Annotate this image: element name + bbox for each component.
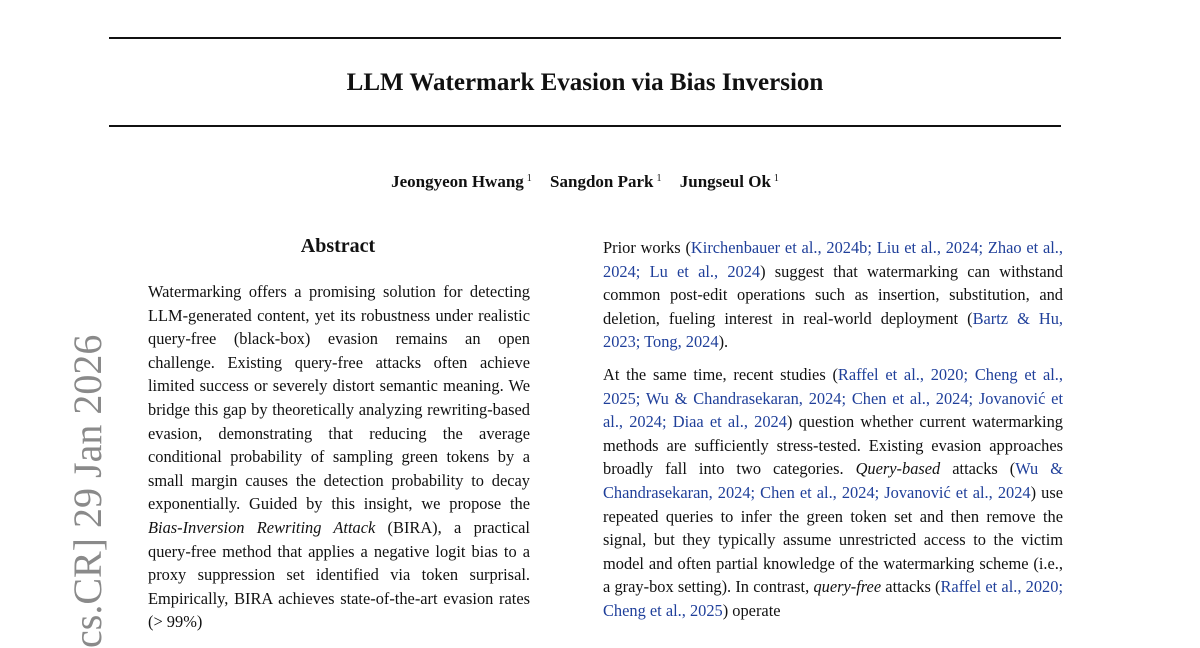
intro-column — [603, 236, 1063, 632]
paragraph-text: attacks ( — [940, 459, 1016, 479]
citation-link[interactable]: Raffel et al., 2020; Cheng et al., 2025; Wu & Chandrasekaran, 2024; Chen et al., 2024; Jovanović et al., 2024; Diaa et al., 2024 — [603, 364, 1063, 432]
author — [680, 172, 779, 191]
abstract-text-part: (BIRA), a practical query-free method that applies a negative logit bias to a proxy suppression set identified via token surprisal. Empirically, BIRA achieves state-of-the-art evasion rates (> 99%) — [148, 517, 530, 632]
emphasis-text: Query-based — [855, 459, 941, 479]
emphasis-text: query-free — [813, 577, 882, 597]
abstract-text — [148, 280, 530, 634]
citation-link[interactable]: Wu & Chandrasekaran, 2024; Chen et al., 2024; Jovanović et al., 2024 — [603, 459, 1064, 502]
author-affiliation: 1 — [773, 173, 779, 184]
intro-paragraph — [603, 363, 1063, 623]
title-bottom-rule — [109, 125, 1061, 127]
author-affiliation: 1 — [656, 173, 662, 184]
author — [391, 172, 532, 191]
abstract-heading: Abstract — [300, 235, 376, 257]
citation-link[interactable]: Bartz & Hu, 2023; Tong, 2024 — [603, 308, 1063, 352]
paragraph-text: ) suggest that watermarking can withstand common post-edit operations such as insertion, substitution, and deletion, fueling interest in real-world deployment ( — [603, 261, 1063, 328]
abstract-text-part: Watermarking offers a promising solution for detecting LLM-generated content, yet its robustness under realistic query-free (black-box) evasion remains an open challenge. Existing query-free attacks often achieve limited success or severely distort semantic meaning. We bridge this gap by theoretically analyzing rewriting-based evasion, demonstrating that reducing the average conditional probability of sampling green tokens by a small margin causes the detection probability to decay exponentially. Guided by this insight, we propose the — [148, 282, 530, 514]
author-affiliation: 1 — [526, 173, 532, 184]
arxiv-identifier-stamp: cs.CR] 29 Jan 2026 — [65, 334, 110, 648]
paragraph-text: ) question whether current watermarking methods are sufficiently stress-tested. Existing evasion approaches broadly fall into two categories. — [603, 412, 1063, 479]
intro-paragraph: Prior works (Kirchenbauer et al., 2024b; Liu et al., 2024; Zhao et al., 2024; Lu et al., 2024) suggest that watermarking can withstand common post-edit operations such as insertion, substitution, and deletion, fueling interest in real-world deployment (Bartz & Hu, 2023; Tong, 2024). — [603, 238, 1064, 352]
paragraph-text: attacks ( — [881, 577, 941, 597]
abstract-emphasis: Bias-Inversion Rewriting Attack — [148, 517, 376, 537]
author-name: Sangdon Park — [550, 172, 654, 191]
citation-link[interactable]: Raffel et al., 2020; Cheng et al., 2025 — [603, 577, 1063, 620]
paragraph-text: At the same time, recent studies ( — [603, 364, 838, 384]
author-name: Jungseul Ok — [679, 172, 771, 191]
citation-link[interactable]: Kirchenbauer et al., 2024b; Liu et al., 2024; Zhao et al., 2024; Lu et al., 2024 — [603, 238, 1064, 281]
author-name: Jeongyeon Hwang — [391, 172, 524, 191]
paragraph-text: ) operate — [722, 600, 781, 620]
paper-title: LLM Watermark Evasion via Bias Inversion — [346, 69, 824, 96]
paragraph-text: ) use repeated queries to infer the green token set and then remove the signal, but they typically assume unrestricted access to the victim model and often partial knowledge of the watermarking scheme (i.e., a gray-box setting). In contrast, — [603, 482, 1063, 597]
author-list — [0, 168, 1170, 193]
author — [550, 172, 661, 191]
title-top-rule — [109, 37, 1061, 39]
